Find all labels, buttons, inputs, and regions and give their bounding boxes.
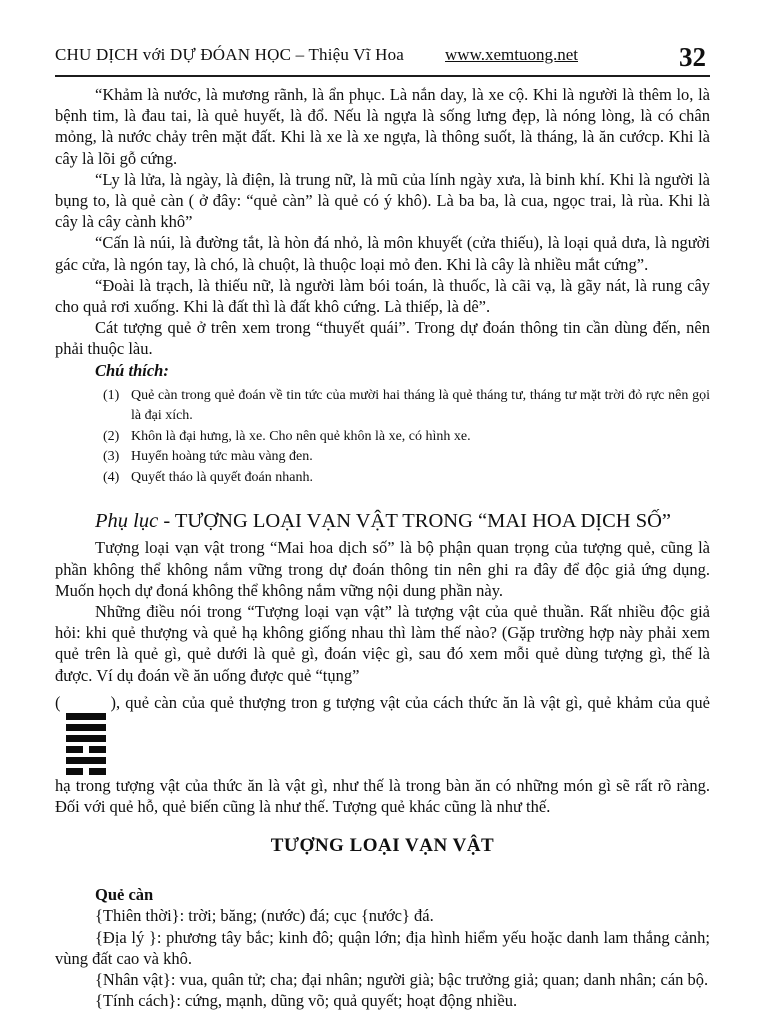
catalog-heading: TƯỢNG LOẠI VẠN VẬT bbox=[270, 835, 495, 857]
footnote-text: Quẻ càn trong quẻ đoán về tin tức của mười hai tháng là quẻ tháng tư, tháng tư mặt trời đỏ rực nên gọi là đại xích. bbox=[131, 387, 710, 424]
footnote-item bbox=[103, 427, 710, 448]
footnote-item bbox=[103, 468, 710, 489]
appendix-title: - TƯỢNG LOẠI VẠN VẬT TRONG “MAI HOA DỊCH SỐ” bbox=[158, 510, 672, 533]
hexagram-tung-icon bbox=[66, 713, 106, 775]
book-title: CHU DỊCH với DỰ ĐÓAN HỌC – Thiệu Vĩ Hoa bbox=[55, 45, 405, 64]
footnote-number: (3) bbox=[103, 449, 120, 465]
footnote-number: (4) bbox=[103, 469, 120, 485]
subsection-title-que-can: Quẻ càn bbox=[95, 885, 154, 905]
paragraph-cat-tuong: Cát tượng quẻ ở trên xem trong “thuyết quái”. Trong dự đoán thông tin cần dùng đến, nên phải thuộc làu. bbox=[55, 318, 710, 359]
footnote-number: (2) bbox=[103, 428, 120, 444]
appendix-label: Phụ lục bbox=[95, 510, 159, 533]
after-hexagram-text: ), quẻ càn của quẻ thượng tron g tượng vật của cách thức ăn là vật gì, quẻ khảm của quẻ hạ trong tượng vật của thức ăn là vật gì, như thế là trong bàn ăn có những món gì sẽ rất rõ ràng. Đối với quẻ hỗ, quẻ biến cũng là như thế. Tượng quẻ khác cũng là như thế. bbox=[55, 692, 710, 816]
open-paren: ( bbox=[55, 692, 61, 712]
appendix-paragraph-2: Những điều nói trong “Tượng loại vạn vật” là tượng vật của quẻ thuần. Rất nhiều độc giả hỏi: khi quẻ thượng và quẻ hạ không giống nhau thì làm thế nào? (Gặp trường hợp này phải xem quẻ trên là quẻ gì, quẻ dưới là quẻ gì, đoán việc gì, sau đó xem mỗi quẻ dùng tượng gì, thế là được. Ví dụ đoán về ăn uống được quẻ “tụng” bbox=[55, 601, 710, 685]
page-header bbox=[55, 44, 710, 77]
paragraph-doai: “Đoài là trạch, là thiếu nữ, là người làm bói toán, là thuốc, là cãi vạ, là gãy nát, là rung cây cho quả rơi xuống. Khi là đất thì là đất khô cứng. Là thiếp, là dê”. bbox=[55, 275, 710, 317]
notes-label: Chú thích: bbox=[95, 360, 169, 380]
footnote-text: Khôn là đại hưng, là xe. Cho nên quẻ khôn là xe, có hình xe. bbox=[131, 428, 471, 444]
footnote-item bbox=[103, 386, 710, 427]
footnote-number: (1) bbox=[103, 387, 120, 403]
site-link[interactable]: www.xemtuong.net bbox=[445, 45, 579, 64]
appendix-heading bbox=[55, 508, 710, 535]
page-number: 32 bbox=[678, 42, 706, 72]
attribute-line-nhan-vat: {Nhân vật}: vua, quân tử; cha; đại nhân; người già; bậc trưởng giả; quan; danh nhân; cán bộ. bbox=[95, 969, 709, 989]
footnotes bbox=[103, 386, 710, 489]
appendix-paragraph-1: Tượng loại vạn vật trong “Mai hoa dịch số” là bộ phận quan trọng của tượng quẻ, cũng là phần không thể không nắm vững trong dự đoán thông tin nên ghi ra đây để độc giả ứng dụng. Muốn họch dự đoná không thể không nắm vững nội dung phần này. bbox=[55, 538, 710, 600]
attribute-line-thien-thoi: {Thiên thời}: trời; băng; (nước) đá; cục {nước} đá. bbox=[95, 906, 434, 926]
body-text bbox=[55, 84, 710, 488]
footnote-item bbox=[103, 447, 710, 468]
footnote-text: Huyển hoàng tức màu vàng đen. bbox=[131, 449, 313, 465]
attribute-line-dia-ly: {Địa lý }: phương tây bắc; kinh đô; quận lớn; địa hình hiểm yếu hoặc danh lam thắng cảnh; vùng đất cao và khô. bbox=[55, 927, 710, 968]
document-page bbox=[0, 44, 765, 1034]
paragraph-can: “Cấn là núi, là đường tắt, là hòn đá nhỏ, là môn khuyết (cửa thiếu), là loại quả dưa, là người gác cửa, là ngón tay, là chó, là chuột, là thuộc loại mỏ đen. Khi là cây là nhiều mắt cứng”. bbox=[55, 233, 710, 274]
footnote-text: Quyết tháo là quyết đoán nhanh. bbox=[131, 469, 313, 485]
paragraph-ly: “Ly là lửa, là ngày, là điện, là trung nữ, là mũ của lính ngày xưa, là binh khí. Khi là người là bụng to, là quẻ càn ( ở đây: “quẻ càn” là quẻ có ý khô). Là ba ba, là cua, ngọc trai, là rùa. Khi là cây là cây cành khô” bbox=[55, 169, 710, 232]
attribute-line-tinh-cach: {Tính cách}: cứng, mạnh, dũng võ; quả quyết; hoạt động nhiều. bbox=[95, 991, 518, 1011]
hexagram-paragraph bbox=[55, 692, 710, 817]
paragraph-kham: “Khảm là nước, là mương rãnh, là ẩn phục. Là nắn day, là xe cộ. Khi là người là thêm lo, là bệnh tim, là đau tai, là quẻ huyết, là đổ. Nếu là ngựa là sống lưng đẹp, là nóng lòng, là có chân mỏng, là nước chảy trên mặt đất. Khi là xe là xe ngựa, là thông suốt, là tháng, là ăn cướcp. Khi là cây là lõi gỗ cứng. bbox=[55, 85, 710, 168]
